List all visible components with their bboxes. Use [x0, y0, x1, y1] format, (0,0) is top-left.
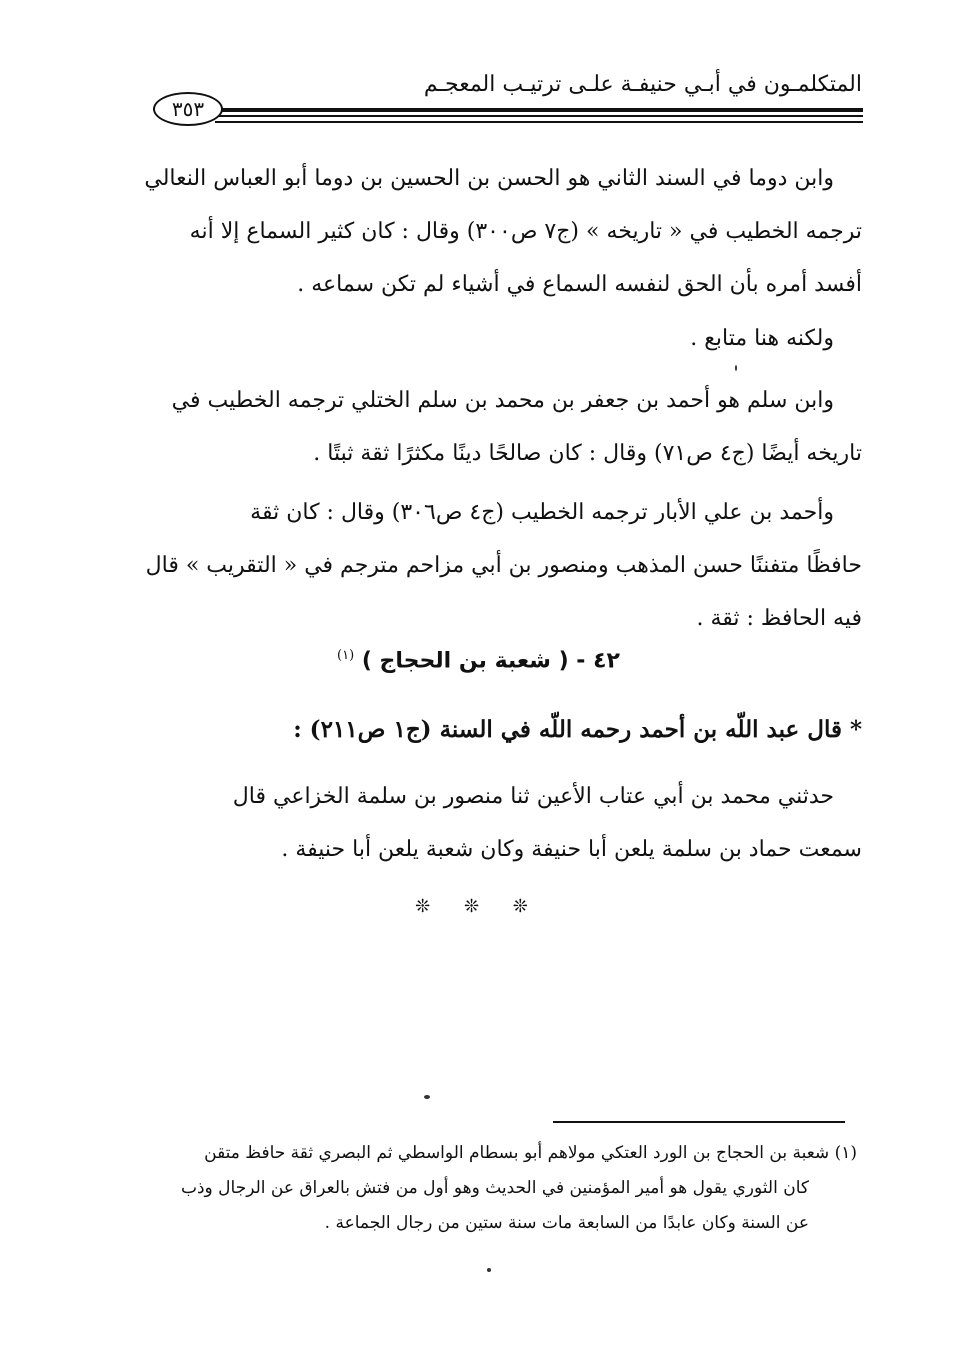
scan-speck [487, 1268, 491, 1272]
paragraph-line: حافظًا متفننًا حسن المذهب ومنصور بن أبي مزاحم مترجم في « التقريب » قال [145, 553, 862, 578]
paragraph-line: ولكنه هنا متابع . [690, 326, 834, 351]
scan-speck [424, 1095, 430, 1099]
footnote-line: عن السنة وكان عابدًا من السابعة مات سنة ستين من رجال الجماعة . [324, 1213, 809, 1233]
footnote-rule [553, 1121, 845, 1123]
paragraph-line: فيه الحافظ : ثقة . [696, 606, 862, 631]
header-rule-thick [215, 108, 863, 112]
footnote-text: شعبة بن الحجاج بن الورد العتكي مولاهم أبو بسطام الواسطي ثم البصري ثقة حافظ متقن [204, 1143, 830, 1163]
paragraph-line: تاريخه أيضًا (ج٤ ص٧١) وقال : كان صالحًا دينًا مكثرًا ثقة ثبتًا . [313, 441, 862, 466]
header-rule-thin [215, 115, 863, 117]
paragraph-mutabi [142, 312, 862, 365]
running-title: المتكلمـون في أبـي حنيفـة علـى ترتيـب المعجـم [423, 72, 862, 97]
paragraph-line: أفسد أمره بأن الحق لنفسه السماع في أشياء لم تكن سماعه . [297, 272, 862, 297]
page-number: ٣٥٣ [153, 92, 223, 126]
scan-speck [735, 365, 737, 371]
paragraph-line: ترجمه الخطيب في « تاريخه » (ج٧ ص٣٠٠) وقال : كان كثير السماع إلا أنه [189, 219, 862, 244]
paragraph-ibn-salm [142, 374, 862, 480]
narration [142, 770, 862, 876]
quote-heading: * قال عبد اللّه بن أحمد رحمه اللّه في السنة (ج١ ص٢١١) : [293, 716, 862, 743]
paragraph-al-abbar [142, 486, 862, 645]
footnote-reference: (١) [337, 648, 355, 663]
narration-line: سمعت حماد بن سلمة يلعن أبا حنيفة وكان شعبة يلعن أبا حنيفة . [281, 837, 862, 862]
footnote-marker: (١) [834, 1143, 857, 1163]
paragraph-line: وابن سلم هو أحمد بن جعفر بن محمد بن سلم الختلي ترجمه الخطيب في [171, 388, 834, 413]
footnote [127, 1136, 857, 1241]
paragraph-ibn-duma [142, 152, 862, 311]
section-heading [0, 648, 957, 673]
paragraph-line: وابن دوما في السند الثاني هو الحسن بن الحسين بن دوما أبو العباس النعالي [144, 166, 834, 191]
narration-line: حدثني محمد بن أبي عتاب الأعين ثنا منصور بن سلمة الخزاعي قال [232, 784, 834, 809]
header-rule-thin-lower [215, 121, 863, 123]
footnote-line: كان الثوري يقول هو أمير المؤمنين في الحديث وهو أول من فتش بالعراق عن الرجال وذب [180, 1178, 809, 1198]
paragraph-line: وأحمد بن علي الأبار ترجمه الخطيب (ج٤ ص٣٠٦) وقال : كان ثقة [250, 500, 834, 525]
section-heading-text: ٤٢ - ( شعبة بن الحجاج ) [361, 648, 620, 674]
footnote-line [127, 1136, 857, 1171]
section-separator: ❊ ❊ ❊ [415, 896, 542, 917]
